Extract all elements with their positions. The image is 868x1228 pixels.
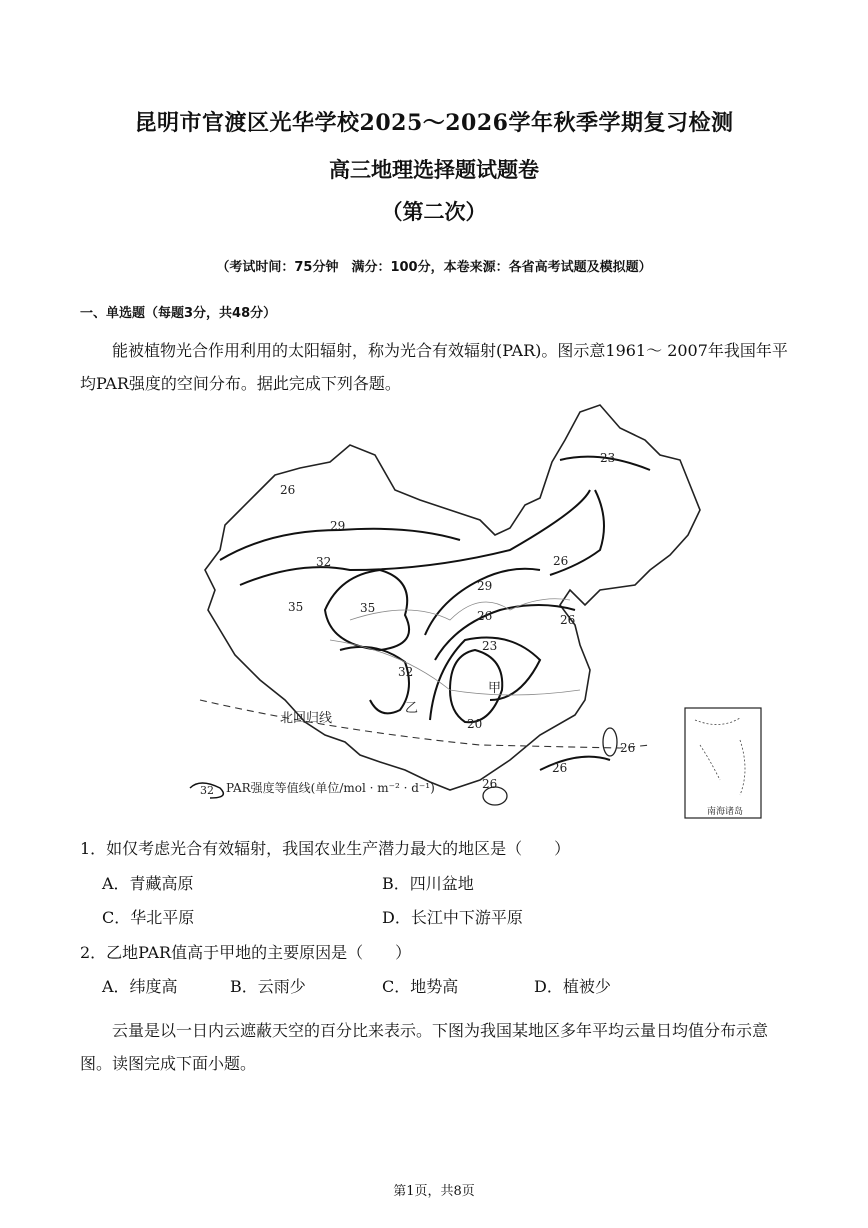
- contour-label: 35: [288, 600, 304, 614]
- legend-value: 32: [200, 784, 214, 797]
- par-map: [180, 400, 770, 825]
- q1-option-d[interactable]: D．长江中下游平原: [382, 908, 523, 927]
- passage-par: 能被植物光合作用利用的太阳辐射，称为光合有效辐射(PAR)。图示意1961～ 2007年我国年平均PAR强度的空间分布。据此完成下列各题。: [80, 341, 788, 393]
- q2-option-c[interactable]: C．地势高: [382, 977, 459, 996]
- contour-32-sw: [340, 647, 409, 713]
- exam-info: （考试时间：75分钟 满分：100分，本卷来源：各省高考试题及模拟题）: [216, 260, 652, 275]
- tropic-label: 北回归线: [280, 711, 333, 726]
- contour-label: 32: [398, 665, 414, 679]
- contour-label: 23: [482, 639, 498, 653]
- tropic-line: [200, 700, 650, 748]
- question-2-stem: 2．乙地PAR值高于甲地的主要原因是（ ）: [80, 943, 412, 962]
- section-heading: 一、单选题（每题3分，共48分）: [80, 306, 277, 321]
- exam-subtitle: 高三地理选择题试题卷: [329, 157, 539, 182]
- contour-label: 26: [560, 613, 576, 627]
- contour-label: 32: [316, 555, 332, 569]
- contour-label: 35: [360, 601, 376, 615]
- contour-label: 26: [482, 777, 498, 791]
- q1-option-c[interactable]: C．华北平原: [102, 908, 195, 927]
- contour-label: 20: [467, 717, 483, 731]
- q1-option-b[interactable]: B．四川盆地: [382, 874, 474, 893]
- contour-label: 29: [330, 519, 346, 533]
- contour-label: 26: [620, 741, 636, 755]
- q1-option-a[interactable]: A．青藏高原: [102, 874, 194, 893]
- exam-round: （第二次）: [381, 199, 487, 224]
- contour-label: 29: [477, 579, 493, 593]
- river-yangtze: [330, 640, 580, 695]
- contour-26-se: [540, 757, 610, 770]
- q2-option-d[interactable]: D．植被少: [534, 977, 611, 996]
- question-1-stem: 1．如仅考虑光合有效辐射，我国农业生产潜力最大的地区是（ ）: [80, 839, 571, 858]
- river-yellow: [350, 599, 570, 620]
- contour-29-nw: [220, 529, 460, 560]
- q2-option-a[interactable]: A．纬度高: [102, 977, 178, 996]
- region-jia: 甲: [488, 681, 502, 696]
- region-yi: 乙: [405, 701, 419, 716]
- contour-label: 26: [280, 483, 296, 497]
- exam-title: 昆明市官渡区光华学校2025～2026学年秋季学期复习检测: [134, 110, 734, 136]
- q2-option-b[interactable]: B．云雨少: [230, 977, 306, 996]
- taiwan-island: [603, 728, 617, 756]
- contour-label: 26: [553, 554, 569, 568]
- page-footer: 第1页，共8页: [393, 1184, 475, 1199]
- inset-label: 南海诸岛: [706, 807, 744, 817]
- contour-label: 26: [477, 609, 493, 623]
- contour-32: [240, 490, 590, 585]
- contour-label: 26: [552, 761, 568, 775]
- legend-text: PAR强度等值线(单位/mol · m⁻² · d⁻¹): [226, 781, 435, 795]
- passage-cloud: 云量是以一日内云遮蔽天空的百分比来表示。下图为我国某地区多年平均云量日均值分布示意图。读图完成下面小题。: [80, 1021, 769, 1073]
- contour-label: 23: [600, 451, 616, 465]
